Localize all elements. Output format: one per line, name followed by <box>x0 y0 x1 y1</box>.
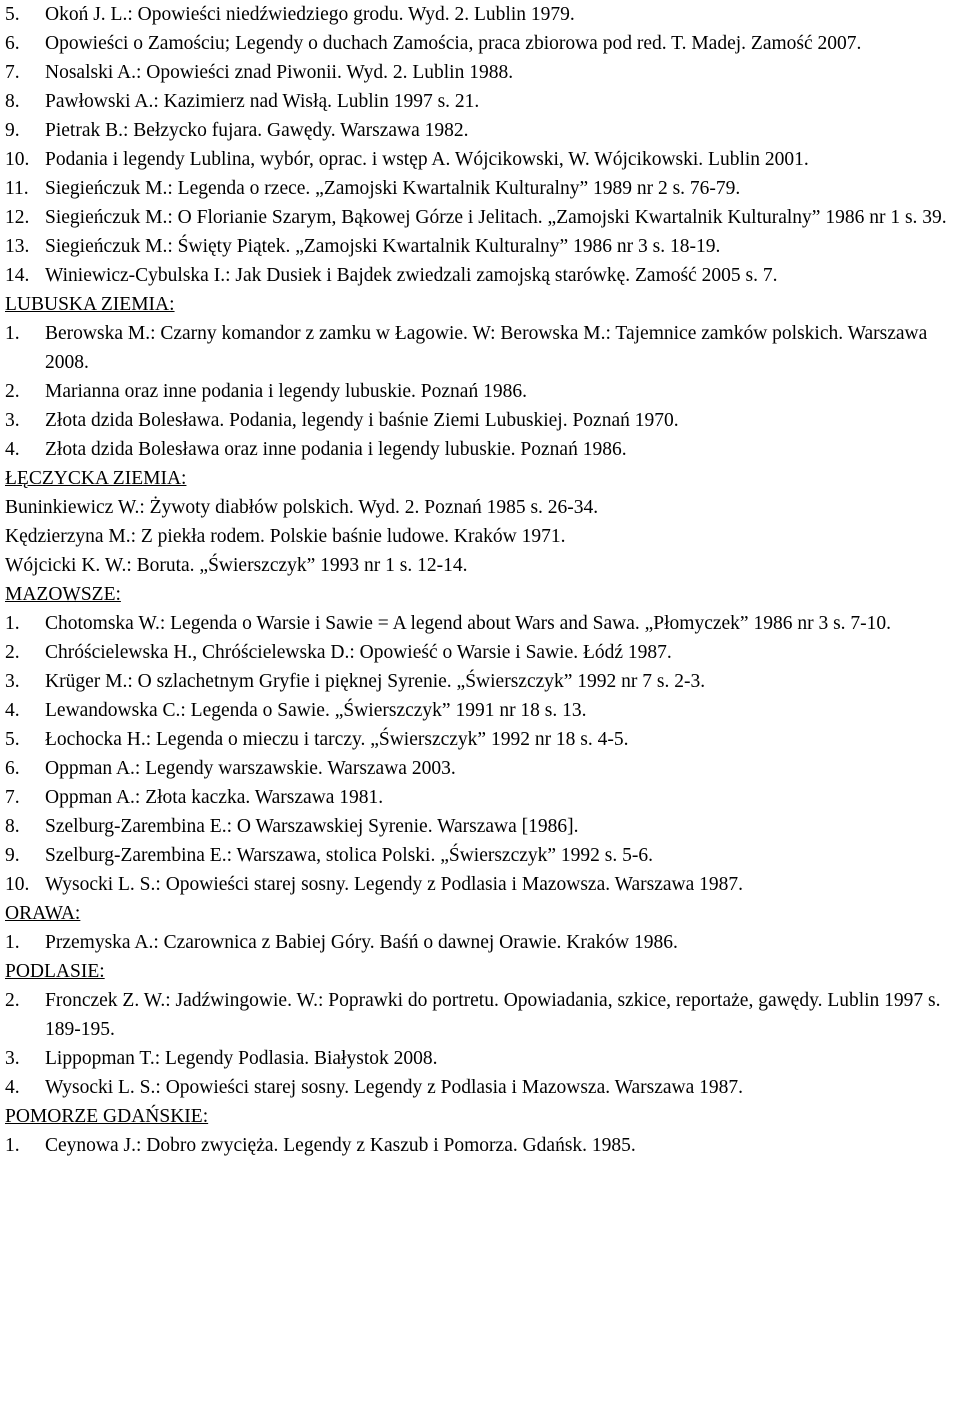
bibliography-entry <box>5 841 960 870</box>
bibliography-entry <box>5 1073 960 1102</box>
entry-number: 6. <box>5 33 20 54</box>
bibliography-entry <box>5 319 960 377</box>
bibliography-entry <box>5 0 960 29</box>
region-heading: LUBUSKA ZIEMIA: <box>5 294 175 315</box>
entry-number: 9. <box>5 845 20 866</box>
entry-text: Oppman A.: Legendy warszawskie. Warszawa 2003. <box>45 758 456 779</box>
entry-text: Marianna oraz inne podania i legendy lubuskie. Poznań 1986. <box>45 381 527 402</box>
entry-number: 2. <box>5 642 20 663</box>
entry-number: 6. <box>5 758 20 779</box>
entry-number: 11. <box>5 178 29 199</box>
bibliography-entry <box>5 145 960 174</box>
entry-text: Siegieńczuk M.: O Florianie Szarym, Bąkowej Górze i Jelitach. „Zamojski Kwartalnik Kulturalny” 1986 nr 1 s. 39. <box>45 207 947 228</box>
entry-number: 10. <box>5 149 30 170</box>
entry-text: Nosalski A.: Opowieści znad Piwonii. Wyd. 2. Lublin 1988. <box>45 62 514 83</box>
entry-number: 9. <box>5 120 20 141</box>
entry-text: Ceynowa J.: Dobro zwycięża. Legendy z Kaszub i Pomorza. Gdańsk. 1985. <box>45 1135 636 1156</box>
bibliography-entry <box>5 638 960 667</box>
entry-text: Chróścielewska H., Chróścielewska D.: Opowieść o Warsie i Sawie. Łódź 1987. <box>45 642 672 663</box>
entry-text: Złota dzida Bolesława oraz inne podania i legendy lubuskie. Poznań 1986. <box>45 439 627 460</box>
bibliography-entry <box>5 696 960 725</box>
bibliography-entry <box>5 1044 960 1073</box>
bibliography-entry <box>5 87 960 116</box>
bibliography-entry <box>5 29 960 58</box>
entry-number: 12. <box>5 207 30 228</box>
entry-text: Okoń J. L.: Opowieści niedźwiedziego grodu. Wyd. 2. Lublin 1979. <box>45 4 575 25</box>
bibliography-entry <box>5 261 960 290</box>
entry-text: Pietrak B.: Bełzycko fujara. Gawędy. Warszawa 1982. <box>45 120 469 141</box>
entry-number: 1. <box>5 323 20 344</box>
bibliography-entry <box>5 1131 960 1160</box>
bibliography-entry <box>5 725 960 754</box>
bibliography-entry <box>5 812 960 841</box>
bibliography-entry-unnumbered: Kędzierzyna M.: Z piekła rodem. Polskie baśnie ludowe. Kraków 1971. <box>5 526 566 547</box>
bibliography-entry <box>5 435 960 464</box>
bibliography-entry-unnumbered: Buninkiewicz W.: Żywoty diabłów polskich. Wyd. 2. Poznań 1985 s. 26-34. <box>5 497 599 518</box>
entry-number: 4. <box>5 439 20 460</box>
bibliography-entry <box>5 754 960 783</box>
bibliography-entry <box>5 928 960 957</box>
bibliography-entry <box>5 58 960 87</box>
entry-number: 3. <box>5 671 20 692</box>
region-heading: POMORZE GDAŃSKIE: <box>5 1106 209 1127</box>
entry-text: Winiewicz-Cybulska I.: Jak Dusiek i Bajdek zwiedzali zamojską starówkę. Zamość 2005 s. 7. <box>45 265 778 286</box>
region-heading: PODLASIE: <box>5 961 105 982</box>
entry-number: 7. <box>5 62 20 83</box>
entry-number: 4. <box>5 700 20 721</box>
bibliography-entry <box>5 870 960 899</box>
region-heading: ŁĘCZYCKA ZIEMIA: <box>5 468 187 489</box>
bibliography-entry <box>5 406 960 435</box>
bibliography-entry <box>5 203 960 232</box>
bibliography-entry <box>5 609 960 638</box>
entry-text: Szelburg-Zarembina E.: Warszawa, stolica Polski. „Świerszczyk” 1992 s. 5-6. <box>45 845 654 866</box>
entry-text: Wysocki L. S.: Opowieści starej sosny. Legendy z Podlasia i Mazowsza. Warszawa 1987. <box>45 874 744 895</box>
entry-text: Krüger M.: O szlachetnym Gryfie i pięknej Syrenie. „Świerszczyk” 1992 nr 7 s. 2-3. <box>45 671 706 692</box>
entry-number: 13. <box>5 236 30 257</box>
entry-number: 3. <box>5 1048 20 1069</box>
entry-text: Lippopman T.: Legendy Podlasia. Białystok 2008. <box>45 1048 438 1069</box>
entry-number: 1. <box>5 932 20 953</box>
entry-text: Oppman A.: Złota kaczka. Warszawa 1981. <box>45 787 384 808</box>
bibliography-entry <box>5 174 960 203</box>
entry-text: Złota dzida Bolesława. Podania, legendy i baśnie Ziemi Lubuskiej. Poznań 1970. <box>45 410 679 431</box>
entry-text: Fronczek Z. W.: Jadźwingowie. W.: Poprawki do portretu. Opowiadania, szkice, reportaże, gawędy. Lublin 1997 s. 189-195. <box>45 990 941 1040</box>
entry-number: 10. <box>5 874 30 895</box>
bibliography-entry <box>5 667 960 696</box>
entry-text: Podania i legendy Lublina, wybór, oprac. i wstęp A. Wójcikowski, W. Wójcikowski. Lublin 2001. <box>45 149 809 170</box>
entry-text: Szelburg-Zarembina E.: O Warszawskiej Syrenie. Warszawa [1986]. <box>45 816 579 837</box>
entry-text: Chotomska W.: Legenda o Warsie i Sawie = A legend about Wars and Sawa. „Płomyczek” 1986 nr 3 s. 7-10. <box>45 613 892 634</box>
entry-number: 14. <box>5 265 30 286</box>
entry-text: Opowieści o Zamościu; Legendy o duchach Zamościa, praca zbiorowa pod red. T. Madej. Zamość 2007. <box>45 33 862 54</box>
bibliography-entry <box>5 377 960 406</box>
entry-number: 5. <box>5 729 20 750</box>
entry-number: 8. <box>5 816 20 837</box>
bibliography-entry <box>5 116 960 145</box>
entry-text: Wysocki L. S.: Opowieści starej sosny. Legendy z Podlasia i Mazowsza. Warszawa 1987. <box>45 1077 744 1098</box>
entry-number: 1. <box>5 1135 20 1156</box>
entry-number: 1. <box>5 613 20 634</box>
region-heading: ORAWA: <box>5 903 81 924</box>
entry-number: 8. <box>5 91 20 112</box>
entry-number: 4. <box>5 1077 20 1098</box>
entry-text: Siegieńczuk M.: Święty Piątek. „Zamojski Kwartalnik Kulturalny” 1986 nr 3 s. 18-19. <box>45 236 721 257</box>
entry-number: 2. <box>5 990 20 1011</box>
entry-number: 7. <box>5 787 20 808</box>
bibliography-entry <box>5 986 960 1044</box>
region-heading: MAZOWSZE: <box>5 584 121 605</box>
entry-text: Łochocka H.: Legenda o mieczu i tarczy. „Świerszczyk” 1992 nr 18 s. 4-5. <box>45 729 629 750</box>
entry-text: Lewandowska C.: Legenda o Sawie. „Świerszczyk” 1991 nr 18 s. 13. <box>45 700 587 721</box>
entry-text: Siegieńczuk M.: Legenda o rzece. „Zamojski Kwartalnik Kulturalny” 1989 nr 2 s. 76-79. <box>45 178 741 199</box>
entry-text: Przemyska A.: Czarownica z Babiej Góry. Baśń o dawnej Orawie. Kraków 1986. <box>45 932 678 953</box>
bibliography-entry-unnumbered: Wójcicki K. W.: Boruta. „Świerszczyk” 1993 nr 1 s. 12-14. <box>5 555 468 576</box>
bibliography-entry <box>5 232 960 261</box>
entry-number: 5. <box>5 4 20 25</box>
entry-text: Pawłowski A.: Kazimierz nad Wisłą. Lublin 1997 s. 21. <box>45 91 480 112</box>
bibliography-entry <box>5 783 960 812</box>
entry-number: 3. <box>5 410 20 431</box>
entry-text: Berowska M.: Czarny komandor z zamku w Łagowie. W: Berowska M.: Tajemnice zamków polskich. Warszawa 2008. <box>45 323 928 373</box>
entry-number: 2. <box>5 381 20 402</box>
